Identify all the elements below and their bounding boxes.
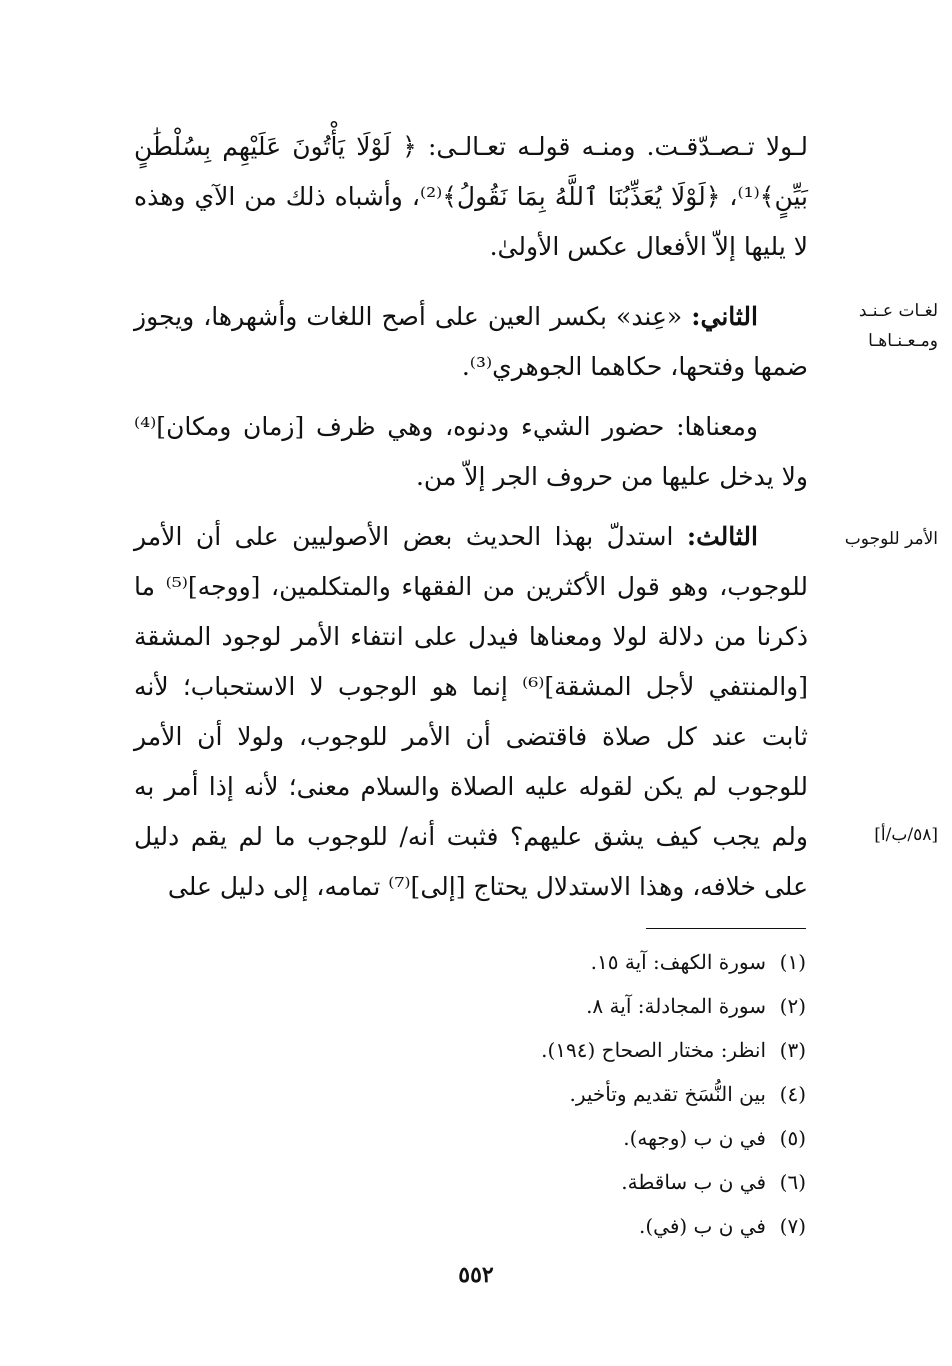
footnote-text: سورة المجادلة: آية ٨.: [586, 994, 766, 1018]
manuscript-folio-ref: [٥٨/ب/أ]: [874, 825, 938, 845]
footnote-text: في ن ب (وجهه).: [623, 1126, 766, 1150]
third-paragraph: [134, 512, 808, 912]
intro-text: لـولا تـصـدّقـت. ومنـه قولـه تعـالـى: ﴿ لَوْلَا يَأْتُونَ عَلَيْهِم بِسُلْطَٰنٍ بَيِّنٍ﴾⁽¹⁾، ﴿لَوْلَا يُعَذِّبُنَا ٱللَّهُ بِمَا نَقُولُ﴾⁽²⁾، وأشباه ذلك من الآي وهذه لا يليها إلاّ الأفعال عكس الأولىٰ.: [134, 132, 808, 261]
footnote-text: في ن ب (في).: [638, 1214, 766, 1238]
footnote-item: [400, 1072, 806, 1116]
footnote-number: (٧): [779, 1214, 806, 1238]
third-text: استدلّ بهذا الحديث بعض الأصوليين على أن الأمر للوجوب، وهو قول الأكثرين من الفقهاء والمتكلمين، [ووجه]⁽⁵⁾ ما ذكرنا من دلالة لولا ومعناها فيدل على انتفاء الأمر لوجود المشقة [والمنتفي لأجل المشقة]⁽⁶⁾ إنما هو الوجوب لا الاستحباب؛ لأنه ثابت عند كل صلاة فاقتضى أن الأمر للوجوب، ولولا أن الأمر للوجوب لم يكن لقوله عليه الصلاة والسلام معنى؛ لأنه إذا أمر به ولم يجب كيف يشق عليهم؟ فثبت أنه/ للوجوب ما لم يقم دليل على خلافه، وهذا الاستدلال يحتاج [إلى]⁽⁷⁾ تمامه، إلى دليل على: [134, 522, 808, 901]
meaning-text: ومعناها: حضور الشيء ودنوه، وهي ظرف [زمان ومكان]⁽⁴⁾ ولا يدخل عليها من حروف الجر إلاّ من.: [134, 412, 808, 491]
intro-paragraph: [134, 122, 808, 272]
footnote-item: [400, 1160, 806, 1204]
meaning-paragraph: [134, 402, 808, 502]
footnote-number: (٦): [779, 1170, 806, 1194]
margin-note-meanings: [820, 296, 938, 356]
footnotes-list: [400, 940, 806, 1248]
footnote-text: بين النُّسَخ تقديم وتأخير.: [569, 1082, 766, 1106]
second-text: «عِند» بكسر العين على أصح اللغات وأشهرها، ويجوز ضمها وفتحها، حكاهما الجوهري⁽³⁾.: [134, 302, 808, 381]
footnote-text: في ن ب ساقطة.: [621, 1170, 766, 1194]
footnote-divider: [646, 928, 806, 929]
footnote-number: (١): [779, 950, 806, 974]
margin-note-line: ومـعـنـاهـا: [868, 331, 938, 351]
footnote-item: [400, 1028, 806, 1072]
footnote-number: (٣): [779, 1038, 806, 1062]
second-heading: الثاني:: [691, 302, 758, 331]
footnote-item: [400, 984, 806, 1028]
footnote-item: [400, 1204, 806, 1248]
margin-note-obligation: الأمر للوجوب: [844, 529, 938, 549]
footnote-number: (٢): [779, 994, 806, 1018]
margin-note-line: لغـات عـنـد: [858, 301, 938, 321]
page-number: ٥٥٢: [458, 1262, 494, 1288]
third-heading: الثالث:: [686, 522, 758, 551]
footnote-text: انظر: مختار الصحاح (١٩٤).: [541, 1038, 766, 1062]
footnote-number: (٥): [779, 1126, 806, 1150]
footnote-text: سورة الكهف: آية ١٥.: [590, 950, 766, 974]
footnote-item: [400, 940, 806, 984]
footnote-item: [400, 1116, 806, 1160]
footnote-number: (٤): [779, 1082, 806, 1106]
second-paragraph: [134, 292, 808, 392]
